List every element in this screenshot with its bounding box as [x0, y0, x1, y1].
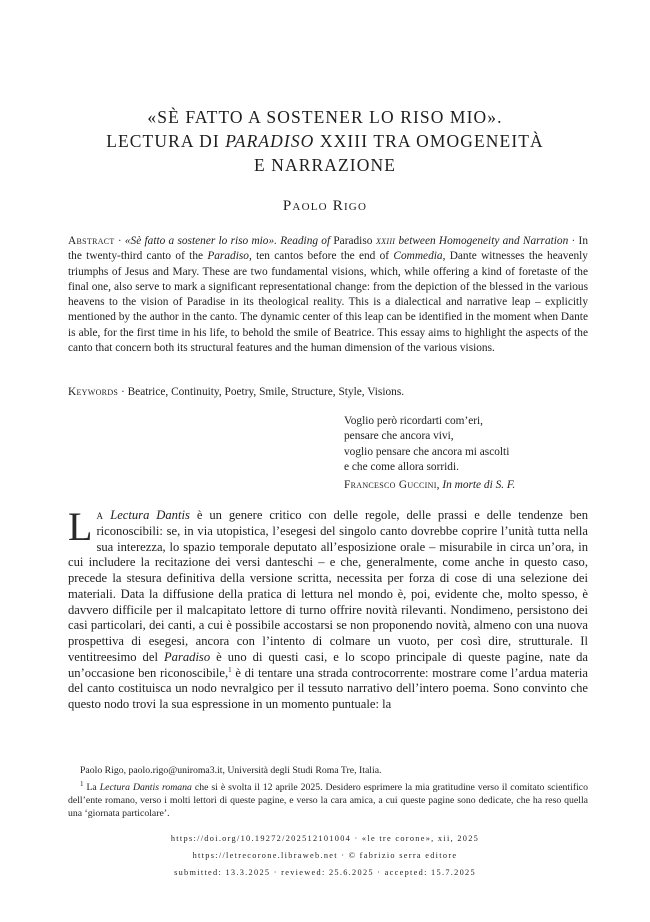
author-name: Paolo Rigo	[282, 198, 368, 214]
body-italic-2: Paradiso	[163, 649, 211, 664]
keywords-text: Beatrice, Continuity, Poetry, Smile, Structure, Style, Visions.	[127, 386, 405, 398]
body-italic-1: Lectura Dantis	[110, 508, 190, 522]
footnote-1-text-b: che si è svolta il 12 aprile 2025. Desidero esprimere la mia gratitudine verso il comitato scientifico dell’ente romano, verso i molti lettori di queste pagine, e verso la cara amica, a cui queste pagine sono dedicate, che ha reso quella una ‘giornata particolare’.	[68, 782, 588, 819]
footnote-1-mark: 1	[80, 779, 84, 788]
footnote-ref-1[interactable]: 1	[228, 665, 232, 674]
abstract-text-e: , Dante witnesses the heavenly triumphs of Jesus and Mary. These are two fundamental visions, which, while offering a kind of foretaste of the final one, also serve to mark a significant representational change: from the depiction of the blessed in the various heavens to the vision of Paradise in its theological reality. This is a dialectical and narrative leap – explicitly mentioned by the author in the canto. The dynamic center of this leap can be identified in the moment when Dante is able, for the first time in his life, to behold the smile of Beatrice. This essay aims to highlight the aspects of the canto that concern both its structural features and the human dimension of the various visions.	[68, 250, 588, 355]
epigraph-source	[344, 478, 584, 493]
epigraph	[344, 414, 584, 493]
body-paragraph	[68, 504, 588, 713]
drop-cap: L	[68, 504, 93, 549]
author-affiliation-note: Paolo Rigo, paolo.rigo@uniroma3.it, Università degli Studi Roma Tre, Italia.	[80, 765, 382, 776]
abstract-text-b: Paradiso	[207, 250, 249, 263]
page-footer	[60, 830, 590, 881]
epigraph-source-work: In morte di S. F.	[442, 479, 516, 492]
abstract-text-c: , ten cantos before the end of	[248, 250, 394, 263]
keywords-label: Keywords	[68, 386, 119, 398]
abstract-en-title-c: xxiii	[372, 235, 396, 247]
epigraph-line: Voglio però ricordarti com’eri,	[344, 415, 484, 427]
epigraph-source-author: Francesco Guccini	[344, 479, 437, 492]
epigraph-line: e che come allora sorridi.	[344, 460, 459, 473]
body-text-4: è di tentare una strada controcorrente: mostrare come l’ardua materia del canto costituisca un nodo nevralgico per il tessuto narrativo dell’intero poema. Sono convinto che questo nodo trovi la sua espressione in un momento puntuale: la	[68, 665, 588, 711]
title-line-2-italic: PARADISO	[225, 131, 315, 151]
abstract-label: Abstract	[68, 235, 115, 247]
footer-dates-line: submitted: 13.3.2025 · reviewed: 25.6.2025 · accepted: 15.7.2025	[174, 868, 476, 877]
title-line-2-prefix: LECTURA DI	[106, 131, 226, 151]
body-text-3: è uno di questi casi, e lo scopo principale di queste pagine, nate da un’occasione ben riconoscibile,	[68, 649, 588, 680]
footer-site-line[interactable]: https://letrecorone.libraweb.net · © fabrizio serra editore	[192, 851, 458, 860]
title-line-3: E NARRAZIONE	[253, 155, 396, 175]
footer-doi-line[interactable]: https://doi.org/10.19272/202512101004 · «le tre corone», xii, 2025	[170, 834, 480, 843]
abstract-text-d: Commedia	[393, 250, 443, 263]
abstract-en-title-b: Paradiso	[333, 235, 373, 247]
first-word-rest: a	[96, 508, 104, 522]
body-text	[68, 504, 588, 713]
article-title	[60, 105, 590, 215]
title-line-2-suffix: XXIII TRA OMOGENEITÀ	[314, 131, 544, 151]
footnotes	[68, 764, 588, 820]
title-line-1: «SÈ FATTO A SOSTENER LO RISO MIO».	[147, 107, 503, 127]
body-text-2: è un genere critico con delle regole, delle prassi e delle tendenze ben riconoscibili: se, in via utopistica, l’esegesi del singolo canto dovrebbe coprire l’unità tutta nella sua interezza, lo spazio temporale deputato all’esposizione orale – misurabile in circa un’ora, in cui includere la recitazione dei versi danteschi – e che, generalmente, come anche in questo caso, precede la stesura definitiva della versione scritta, necessita per forza di cose di una selezione dei materiali. Data la diffusione della pratica di lettura nel mondo è, poi, evidente che, molto spesso, è davvero difficile per il malcapitato lettore di turno offrire novità rilevanti. Nondimeno, persistono dei casi particolari, dei canti, a cui è possibile accostarsi se non proponendo novità, almeno con una nuova prospettiva di esegesi, ancora con l’intento di colmare un vuoto, per così dire, strutturale. Il ventitreesimo del	[68, 508, 588, 664]
footnote-1-text-a: La	[83, 782, 100, 793]
keywords-separator: ·	[118, 386, 128, 398]
title-line-2	[60, 129, 590, 153]
epigraph-source-separator: ,	[436, 479, 443, 492]
epigraph-line: pensare che ancora vivi,	[344, 430, 454, 443]
footnote-1	[68, 781, 588, 820]
epigraph-line: voglio pensare che ancora mi ascolti	[344, 445, 510, 458]
abstract	[68, 234, 588, 356]
abstract-separator: ·	[114, 235, 125, 247]
keywords	[68, 385, 588, 400]
abstract-text-a: In the twenty-third canto of the	[68, 235, 588, 263]
footnote-1-italic: Lectura Dantis romana	[99, 782, 192, 793]
abstract-en-title-a: «Sè fatto a sostener lo riso mio». Reading of	[124, 235, 334, 247]
abstract-en-title-d: between Homogeneity and Narration	[395, 235, 569, 247]
abstract-separator-2: ·	[568, 235, 579, 247]
